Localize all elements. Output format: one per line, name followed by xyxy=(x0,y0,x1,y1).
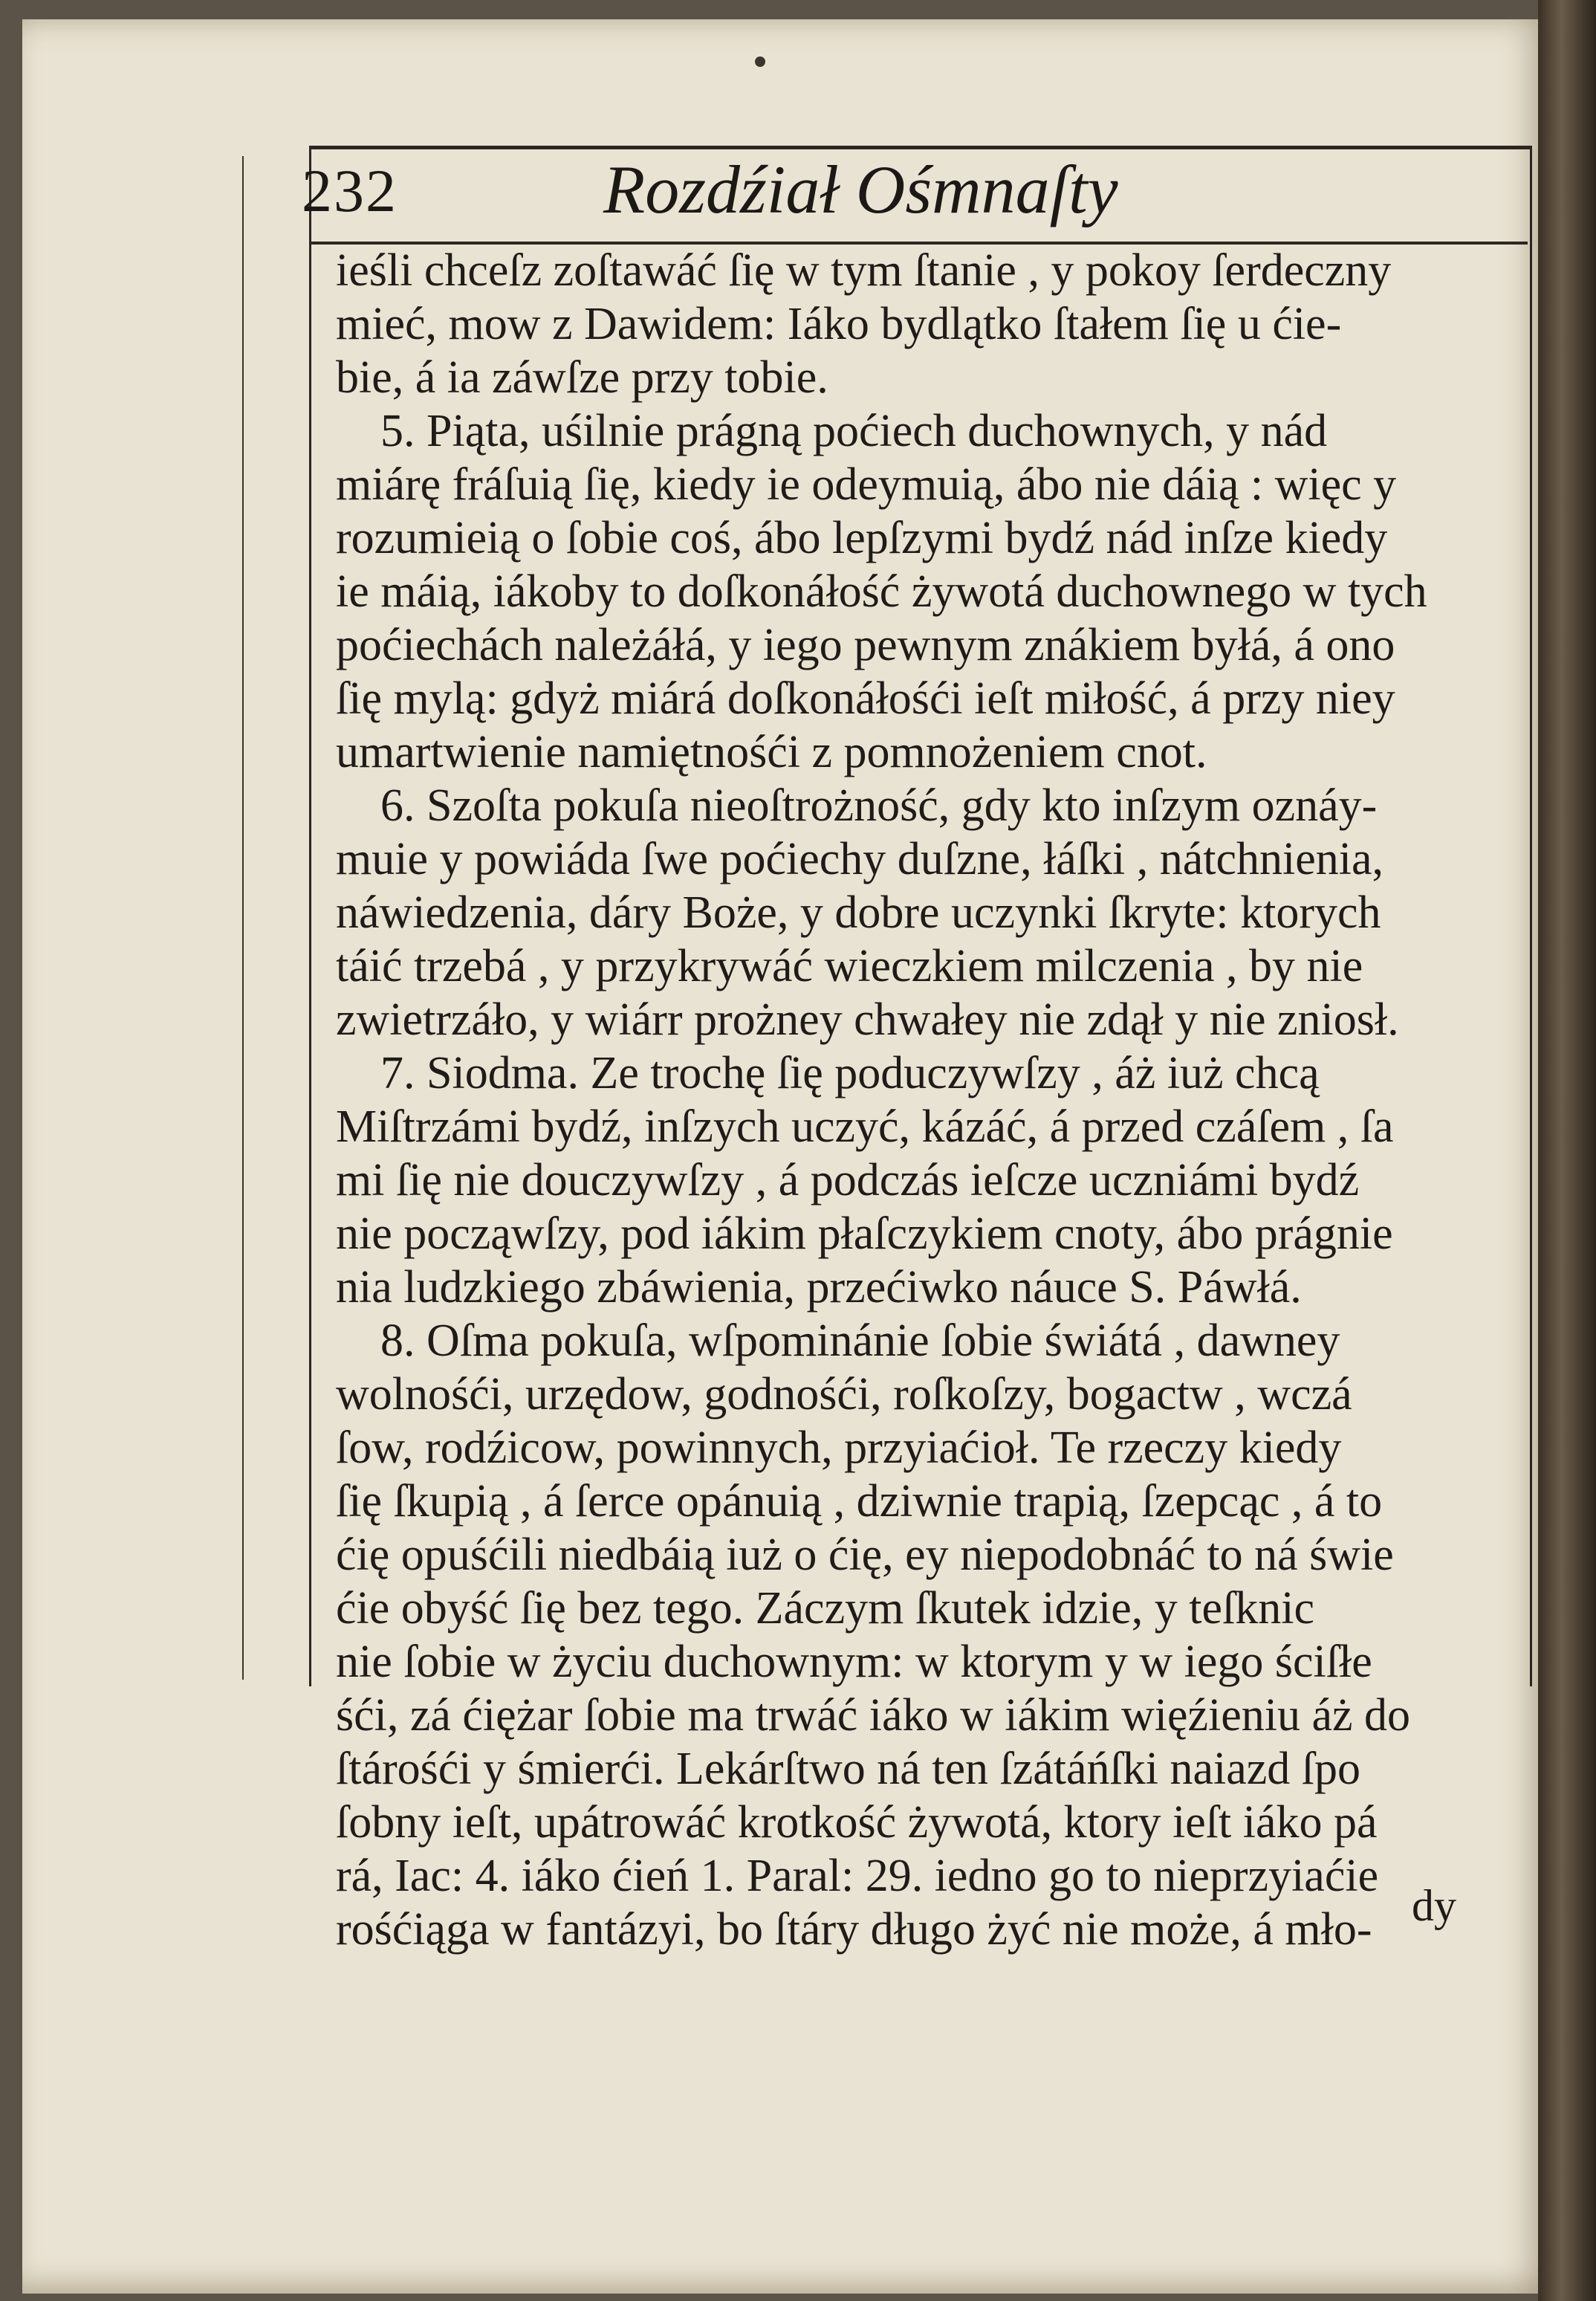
text-line: rozumieią o ſobie coś, ábo lepſzymi bydź nád inſze kiedy xyxy=(336,513,1388,563)
text-line: nie ſobie w życiu duchownym: w ktorym y w iego ściſłe xyxy=(336,1637,1372,1687)
text-line: 8. Oſma pokuſa, wſpominánie ſobie świátá , dawney xyxy=(380,1315,1340,1366)
text-line: rośćiąga w fantázyi, bo ſtáry długo żyć nie może, á mło- xyxy=(336,1904,1372,1955)
text-line: muie y powiáda ſwe poćiechy duſzne, łáſki , nátchnienia, xyxy=(336,834,1384,884)
text-line: zwietrzáło, y wiárr prożney chwałey nie zdął y nie zniosł. xyxy=(336,994,1399,1045)
text-line: ćię opuśćili niedbáią iuż o ćię, ey niepodobnáć to ná świe xyxy=(336,1530,1394,1580)
text-line: Miſtrzámi bydź, inſzych uczyć, kázáć, á przed czáſem , ſa xyxy=(336,1101,1394,1152)
text-line: nia ludzkiego zbáwienia, przećiwko náuce S. Páwłá. xyxy=(336,1262,1302,1313)
text-line: bie, á ia záwſze przy tobie. xyxy=(336,352,828,403)
text-line: wolnośći, urzędow, godnośći, roſkoſzy, bogactw , wczá xyxy=(336,1369,1352,1420)
running-title: Rozdźiał Ośmnaſty xyxy=(603,152,1118,227)
text-line: ſię mylą: gdyż miárá doſkonáłośći ieſt miłość, á przy niey xyxy=(336,673,1395,724)
text-line: ſobny ieſt, upátrowáć krotkość żywotá, ktory ieſt iáko pá xyxy=(336,1797,1378,1848)
text-line: ćie obyść ſię bez tego. Záczym ſkutek idzie, y teſknic xyxy=(336,1583,1314,1634)
text-line: ieśli chceſz zoſtawáć ſię w tym ſtanie , y pokoy ſerdeczny xyxy=(336,245,1392,296)
text-line: umartwienie namiętnośći z pomnożeniem cnot. xyxy=(336,727,1207,777)
text-line: náwiedzenia, dáry Boże, y dobre uczynki ſkryte: ktorych xyxy=(336,887,1381,938)
text-line: 6. Szoſta pokuſa nieoſtrożność, gdy kto inſzym oznáy- xyxy=(380,780,1378,831)
page-mark xyxy=(755,56,765,67)
text-line: 5. Piąta, uśilnie prágną poćiech duchownych, y nád xyxy=(380,406,1328,456)
text-line: ſtárośći y śmierći. Lekárſtwo ná ten ſzátáńſki naiazd ſpo xyxy=(336,1744,1360,1794)
text-line: śći, zá ćiężar ſobie ma trwáć iáko w iákim więźieniu áż do xyxy=(336,1690,1411,1741)
text-line: miárę fráſuią ſię, kiedy ie odeymuią, ábo nie dáią : więc y xyxy=(336,459,1397,510)
text-line: ſow, rodźicow, powinnych, przyiaćioł. Te rzeczy kiedy xyxy=(336,1423,1342,1473)
body-text xyxy=(336,244,1532,1956)
text-line: mi ſię nie douczywſzy , á podczás ieſcze uczniámi bydź xyxy=(336,1155,1360,1205)
book-binding xyxy=(1538,0,1596,2301)
text-line: nie począwſzy, pod iákim płaſczykiem cnoty, ábo prágnie xyxy=(336,1208,1393,1259)
text-line: rá, Iac: 4. iáko ćień 1. Paral: 29. iedno go to nieprzyiaćie xyxy=(336,1851,1379,1901)
text-line: poćiechách należáłá, y iego pewnym znákiem byłá, á ono xyxy=(336,620,1395,670)
page-number: 232 xyxy=(302,157,398,224)
text-line: táić trzebá , y przykrywáć wieczkiem milczenia , by nie xyxy=(336,941,1363,991)
text-line: 7. Siodma. Ze trochę ſię poduczywſzy , áż iuż chcą xyxy=(380,1048,1320,1098)
catchword: dy xyxy=(1412,1881,1456,1930)
text-line: mieć, mow z Dawidem: Iáko bydlątko ſtałem ſię u ćie- xyxy=(336,299,1342,349)
text-line: ie máią, iákoby to doſkonáłość żywotá duchownego w tych xyxy=(336,566,1427,617)
margin-rule xyxy=(242,156,244,1680)
text-line: ſię ſkupią , á ſerce opánuią , dziwnie trapią, ſzepcąc , á to xyxy=(336,1476,1383,1527)
